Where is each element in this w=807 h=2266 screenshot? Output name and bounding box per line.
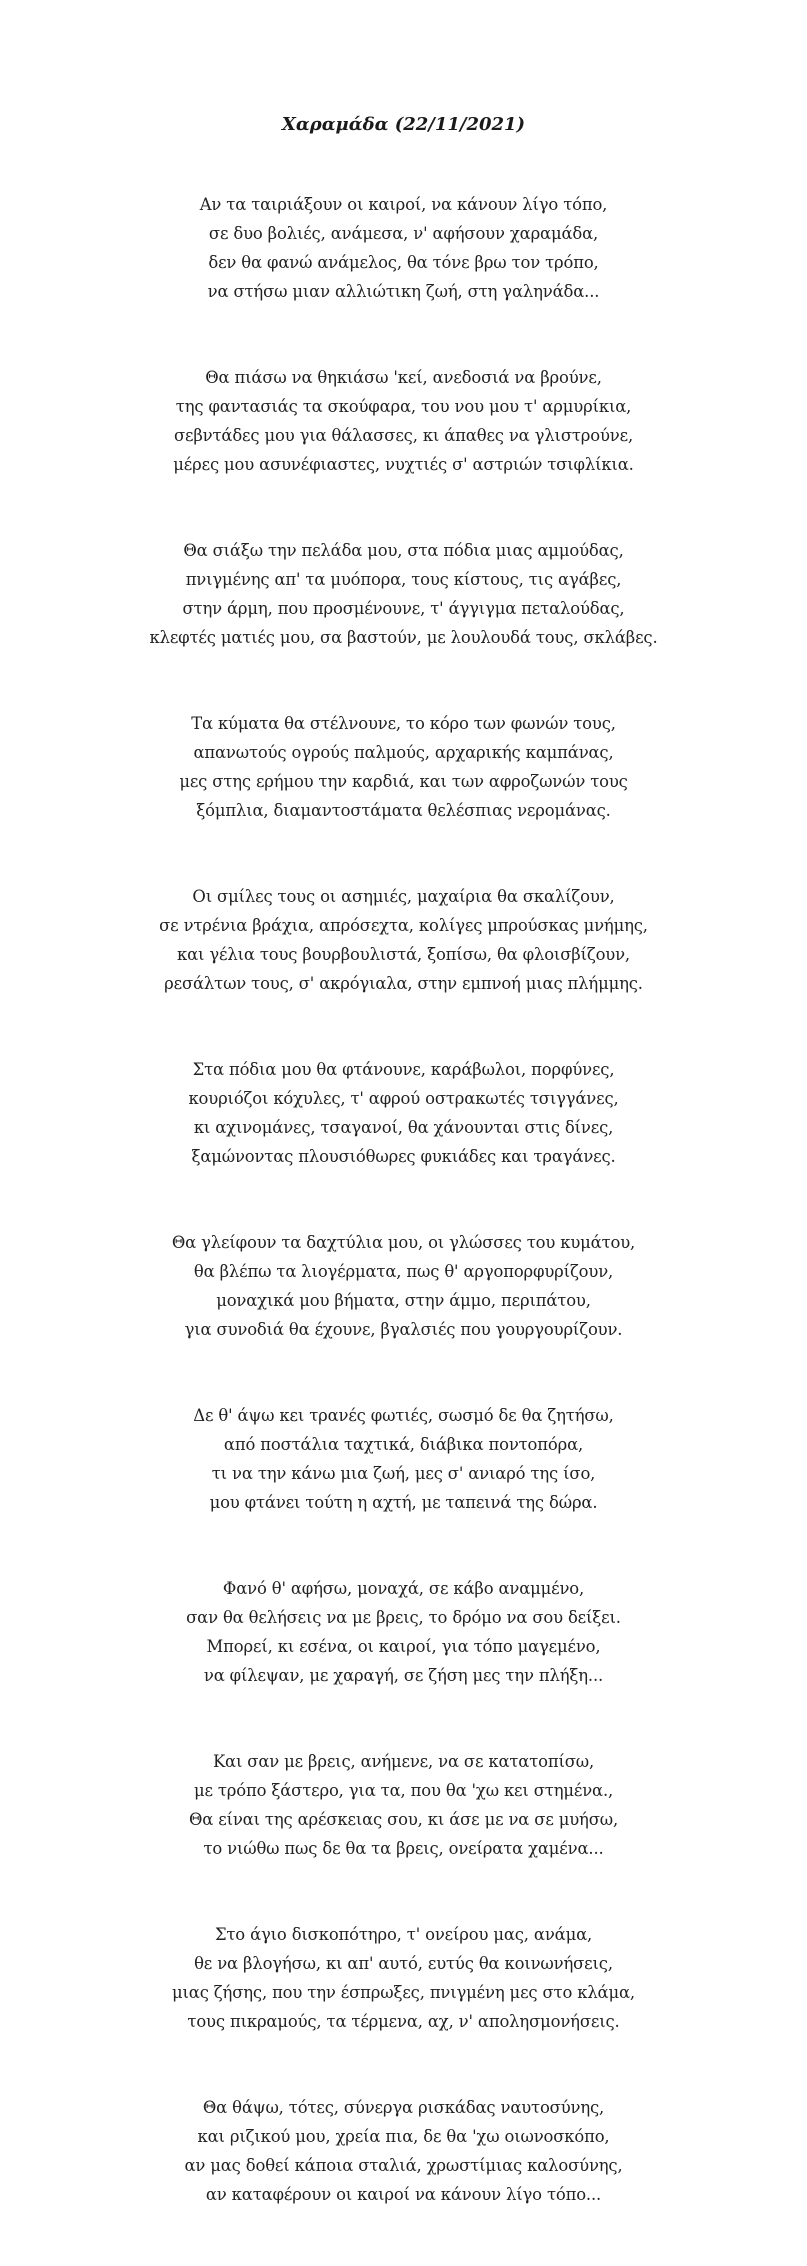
stanza xyxy=(0,1401,807,1517)
poem-line: αν μας δοθεί κάποια σταλιά, χρωστίμιας καλοσύνης, xyxy=(184,2156,623,2175)
stanza xyxy=(0,1574,807,1690)
poem-line: αν καταφέρουν οι καιροί να κάνουν λίγο τόπο... xyxy=(205,2185,602,2204)
poem-line: μες στης ερήμου την καρδιά, και των αφροζωνών τους xyxy=(179,772,628,791)
poem-line: Δε θ' άψω κει τρανές φωτιές, σωσμό δε θα ζητήσω, xyxy=(193,1406,614,1425)
poem-line: σαν θα θελήσεις να με βρεις, το δρόμο να σου δείξει. xyxy=(186,1608,621,1627)
poem-line: κι αχινομάνες, τσαγανοί, θα χάνουνται στις δίνες, xyxy=(193,1118,614,1137)
poem-line: της φαντασιάς τα σκούφαρα, του νου μου τ' αρμυρίκια, xyxy=(175,397,632,416)
poem-line: από ποστάλια ταχτικά, διάβικα ποντοπόρα, xyxy=(223,1435,584,1454)
poem-line: μιας ζήσης, που την έσπρωξες, πνιγμένη μες στο κλάμα, xyxy=(172,1983,635,2002)
poem-line: απανωτούς ογρούς παλμούς, αρχαρικής καμπάνας, xyxy=(193,743,614,762)
poem-line: Μπορεί, κι εσένα, οι καιροί, για τόπο μαγεμένο, xyxy=(206,1637,601,1656)
stanza xyxy=(0,1228,807,1344)
poem-line: δεν θα φανώ ανάμελος, θα τόνε βρω τον τρόπο, xyxy=(208,253,599,272)
poem-line: και ριζικού μου, χρεία πια, δε θα 'χω οιωνοσκόπο, xyxy=(197,2127,610,2146)
stanza xyxy=(0,190,807,306)
poem-line: Θα σιάξω την πελάδα μου, στα πόδια μιας αμμούδας, xyxy=(183,541,624,560)
poem-line: σε ντρένια βράχια, απρόσεχτα, κολίγες μπρούσκας μνήμης, xyxy=(159,916,648,935)
poem-line: ξόμπλια, διαμαντοστάματα θελέσπιας νερομάνας. xyxy=(196,801,611,820)
poem-line: και γέλια τους βουρβουλιστά, ξοπίσω, θα φλοισβίζουν, xyxy=(177,945,630,964)
stanza xyxy=(0,1920,807,2036)
poem-line: μου φτάνει τούτη η αχτή, με ταπεινά της δώρα. xyxy=(209,1493,598,1512)
poem-line: Θα θάψω, τότες, σύνεργα ρισκάδας ναυτοσύνης, xyxy=(202,2098,605,2117)
stanza xyxy=(0,709,807,825)
poem-title: Χαραμάδα (22/11/2021) xyxy=(281,114,526,135)
poem-line: Και σαν με βρεις, ανήμενε, να σε κατατοπίσω, xyxy=(212,1752,595,1771)
poem-body xyxy=(0,190,807,2266)
poem-line: μέρες μου ασυνέφιαστες, νυχτιές σ' αστριών τσιφλίκια. xyxy=(173,455,634,474)
poem-line: στην άρμη, που προσμένουνε, τ' άγγιγμα πεταλούδας, xyxy=(182,599,625,618)
poem-line: κλεφτές ματιές μου, σα βαστούν, με λουλουδά τους, σκλάβες. xyxy=(149,628,658,647)
poem-line: Θα πιάσω να θηκιάσω 'κεί, ανεδοσιά να βρούνε, xyxy=(205,368,602,387)
stanza xyxy=(0,363,807,479)
poem-line: με τρόπο ξάστερο, για τα, που θα 'χω κει στημένα., xyxy=(193,1781,614,1800)
poem-line: κουριόζοι κόχυλες, τ' αφρού οστρακωτές τσιγγάνες, xyxy=(188,1089,619,1108)
poem-line: σε δυο βολιές, ανάμεσα, ν' αφήσουν χαραμάδα, xyxy=(208,224,599,243)
poem-line: θε να βλογήσω, κι απ' αυτό, ευτύς θα κοινωνήσεις, xyxy=(194,1954,613,1973)
stanza xyxy=(0,1055,807,1171)
poem-line: Αν τα ταιριάξουν οι καιροί, να κάνουν λίγο τόπο, xyxy=(199,195,608,214)
poem-line: σεβντάδες μου για θάλασσες, κι άπαθες να γλιστρούνε, xyxy=(173,426,634,445)
poem-line: μοναχικά μου βήματα, στην άμμο, περιπάτου, xyxy=(216,1291,591,1310)
poem-line: ρεσάλτων τους, σ' ακρόγιαλα, στην εμπνοή μιας πλήμμης. xyxy=(164,974,643,993)
poem-line: Οι σμίλες τους οι ασημιές, μαχαίρια θα σκαλίζουν, xyxy=(192,887,615,906)
poem-line: να στήσω μιαν αλλιώτικη ζωή, στη γαληνάδα... xyxy=(207,282,600,301)
poem-line: για συνοδιά θα έχουνε, βγαλσιές που γουργουρίζουν. xyxy=(184,1320,623,1339)
poem-line: Θα γλείφουν τα δαχτύλια μου, οι γλώσσες του κυμάτου, xyxy=(171,1233,636,1252)
poem-line: πνιγμένης απ' τα μυόπορα, τους κίστους, τις αγάβες, xyxy=(185,570,622,589)
poem-line: τους πικραμούς, τα τέρμενα, αχ, ν' απολησμονήσεις. xyxy=(187,2012,620,2031)
poem-line: Τα κύματα θα στέλνουνε, το κόρο των φωνών τους, xyxy=(191,714,616,733)
poem-line: τι να την κάνω μια ζωή, μες σ' ανιαρό της ίσο, xyxy=(211,1464,596,1483)
poem-line: Στο άγιο δισκοπότηρο, τ' ονείρου μας, ανάμα, xyxy=(214,1925,593,1944)
poem-line: το νιώθω πως δε θα τα βρεις, ονείρατα χαμένα... xyxy=(203,1839,604,1858)
poem-line: Φανό θ' αφήσω, μοναχά, σε κάβο αναμμένο, xyxy=(222,1579,585,1598)
poem-line: Στα πόδια μου θα φτάνουνε, καράβωλοι, πορφύνες, xyxy=(192,1060,615,1079)
poem-line: να φίλεψαν, με χαραγή, σε ζήση μες την πλήξη... xyxy=(203,1666,604,1685)
stanza xyxy=(0,1747,807,1863)
poem-line: Θα είναι της αρέσκειας σου, κι άσε με να σε μυήσω, xyxy=(188,1810,619,1829)
poem-line: θα βλέπω τα λιογέρματα, πως θ' αργοπορφυρίζουν, xyxy=(193,1262,614,1281)
stanza xyxy=(0,882,807,998)
stanza xyxy=(0,536,807,652)
stanza xyxy=(0,2093,807,2209)
poem-line: ξαμώνοντας πλουσιόθωρες φυκιάδες και τραγάνες. xyxy=(191,1147,616,1166)
